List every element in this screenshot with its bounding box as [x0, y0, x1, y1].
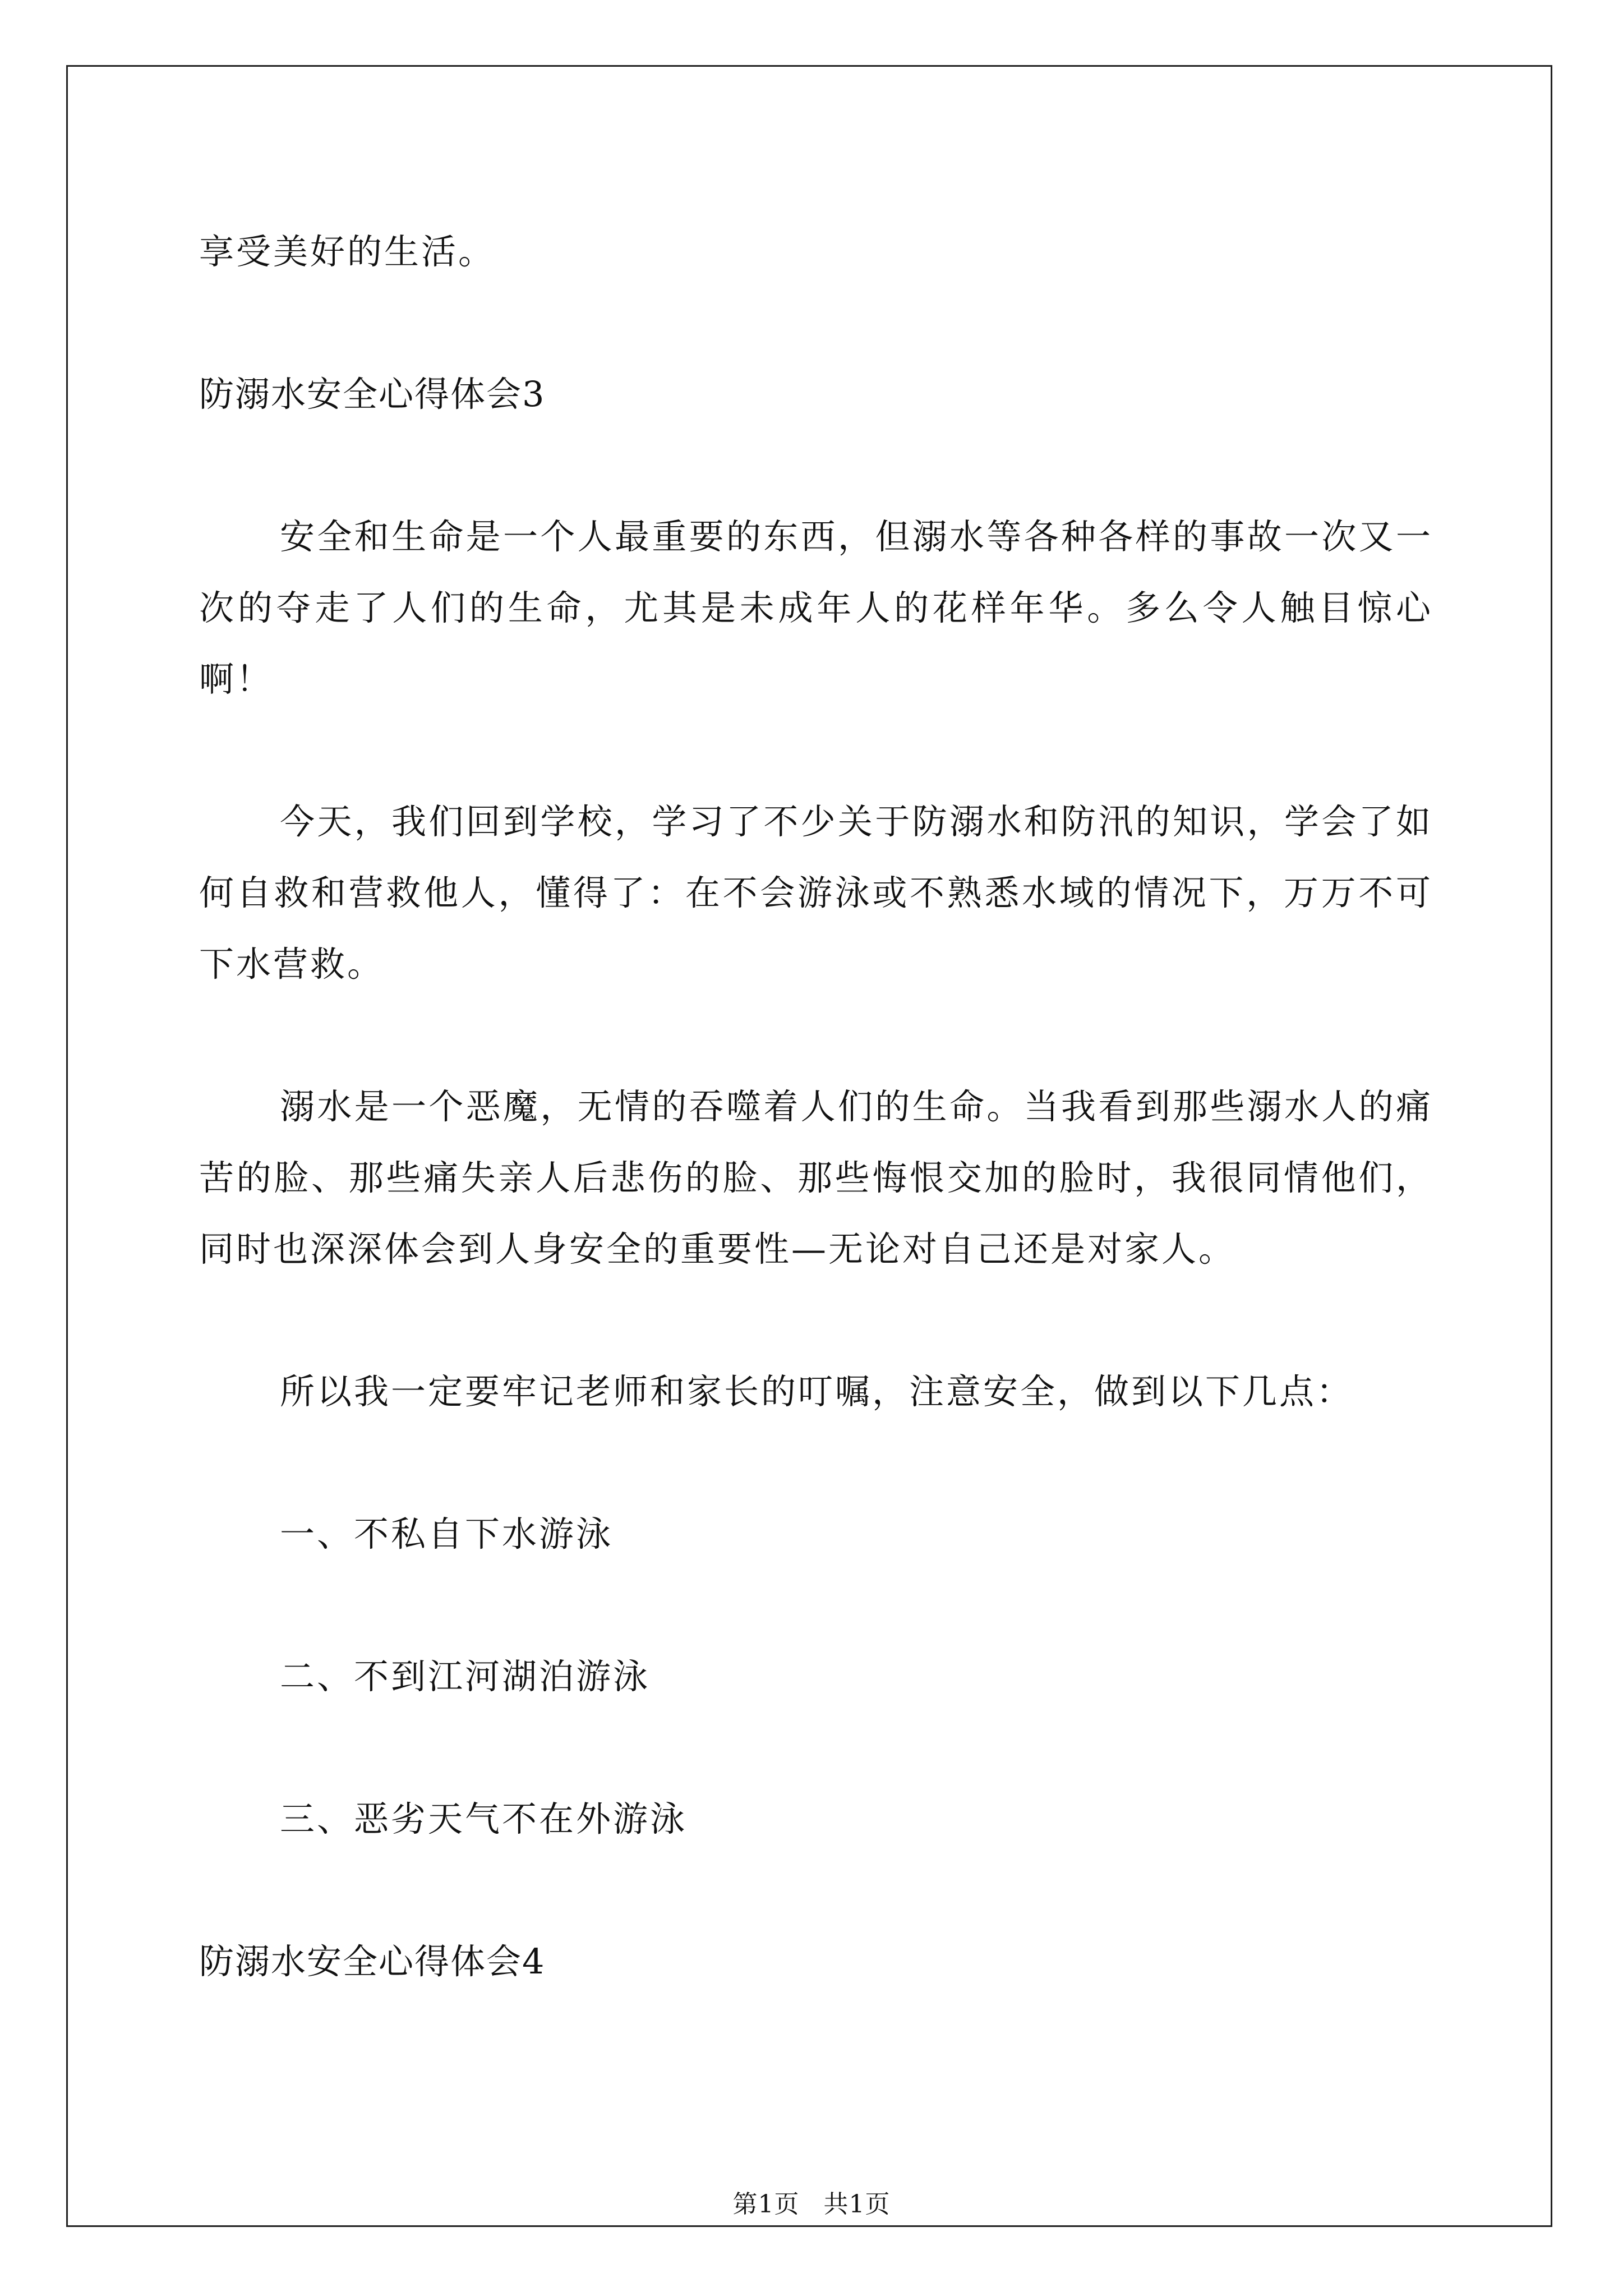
paragraph: 安全和生命是一个人最重要的东西，但溺水等各种各样的事故一次又一次的夺走了人们的生命，尤其是未成年人的花样年华。多么令人触目惊心啊！ — [199, 516, 1433, 700]
page-footer — [0, 2188, 1623, 2221]
paragraph: 所以我一定要牢记老师和家长的叮嘱，注意安全，做到以下几点： — [280, 1371, 1354, 1412]
total-pages: 共1页 — [823, 2190, 891, 2219]
section-heading: 防溺水安全心得体会3 — [199, 374, 546, 415]
document-body — [199, 216, 1433, 2068]
paragraph: 溺水是一个恶魔，无情的吞噬着人们的生命。当我看到那些溺水人的痛苦的脸、那些痛失亲人后悲伤的脸、那些悔恨交加的脸时，我很同情他们，同时也深深体会到人身安全的重要性—无论对自己还是对家人。 — [199, 1086, 1433, 1269]
page-number: 第1页 — [732, 2190, 800, 2219]
list-item: 一、不私自下水游泳 — [280, 1513, 614, 1554]
paragraph: 享受美好的生活。 — [199, 231, 496, 272]
list-item: 三、恶劣天气不在外游泳 — [280, 1798, 688, 1839]
paragraph: 今天，我们回到学校，学习了不少关于防溺水和防汛的知识，学会了如何自救和营救他人，懂得了：在不会游泳或不熟悉水域的情况下，万万不可下水营救。 — [199, 801, 1433, 984]
section-heading: 防溺水安全心得体会4 — [199, 1941, 546, 1982]
list-item: 二、不到江河湖泊游泳 — [280, 1656, 651, 1697]
